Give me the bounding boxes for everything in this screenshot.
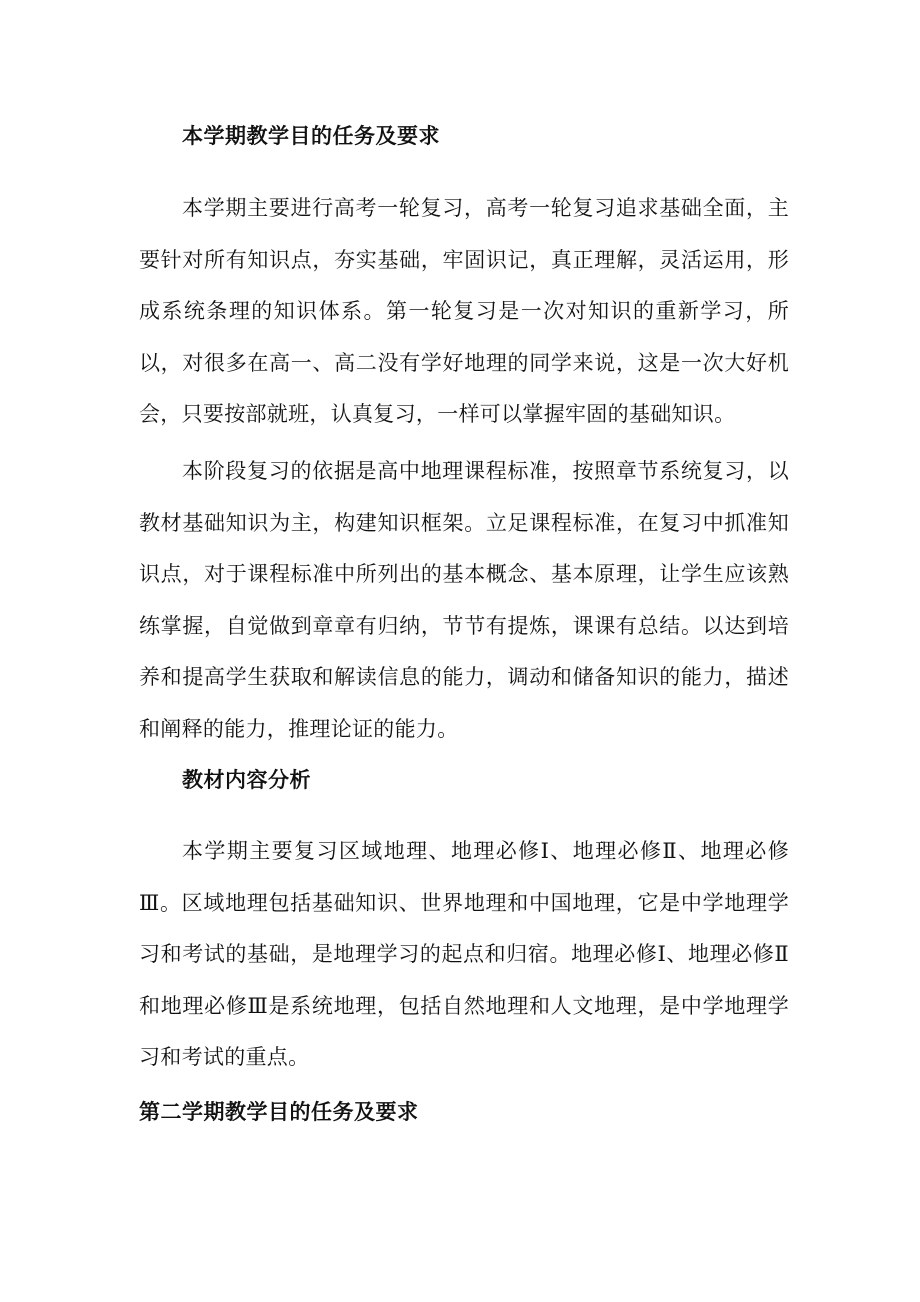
paragraph-textbook-content: 本学期主要复习区域地理、地理必修Ⅰ、地理必修Ⅱ、地理必修Ⅲ。区域地理包括基础知识、世界地理和中国地理，它是中学地理学习和考试的基础，是地理学习的起点和归宿。地理必修Ⅰ、地理必修Ⅱ和地理必修Ⅲ是系统地理，包括自然地理和人文地理，是中学地理学习和考试的重点。	[139, 839, 789, 1069]
paragraph-review-basis: 本阶段复习的依据是高中地理课程标准，按照章节系统复习，以教材基础知识为主，构建知识框架。立足课程标准，在复习中抓准知识点，对于课程标准中所列出的基本概念、基本原理，让学生应该熟练掌握，自觉做到章章有归纳，节节有提炼，课课有总结。以达到培养和提高学生获取和解读信息的能力，调动和储备知识的能力，描述和阐释的能力，推理论证的能力。	[139, 459, 789, 741]
paragraph-first-round-review: 本学期主要进行高考一轮复习，高考一轮复习追求基础全面，主要针对所有知识点，夯实基础，牢固识记，真正理解，灵活运用，形成系统条理的知识体系。第一轮复习是一次对知识的重新学习，所以，对很多在高一、高二没有学好地理的同学来说，这是一次大好机会，只要按部就班，认真复习，一样可以掌握牢固的基础知识。	[139, 196, 789, 426]
section-heading-semester-goals: 本学期教学目的任务及要求	[182, 123, 440, 148]
section-heading-second-semester-goals: 第二学期教学目的任务及要求	[139, 1099, 419, 1124]
section-heading-textbook-analysis: 教材内容分析	[182, 767, 311, 792]
